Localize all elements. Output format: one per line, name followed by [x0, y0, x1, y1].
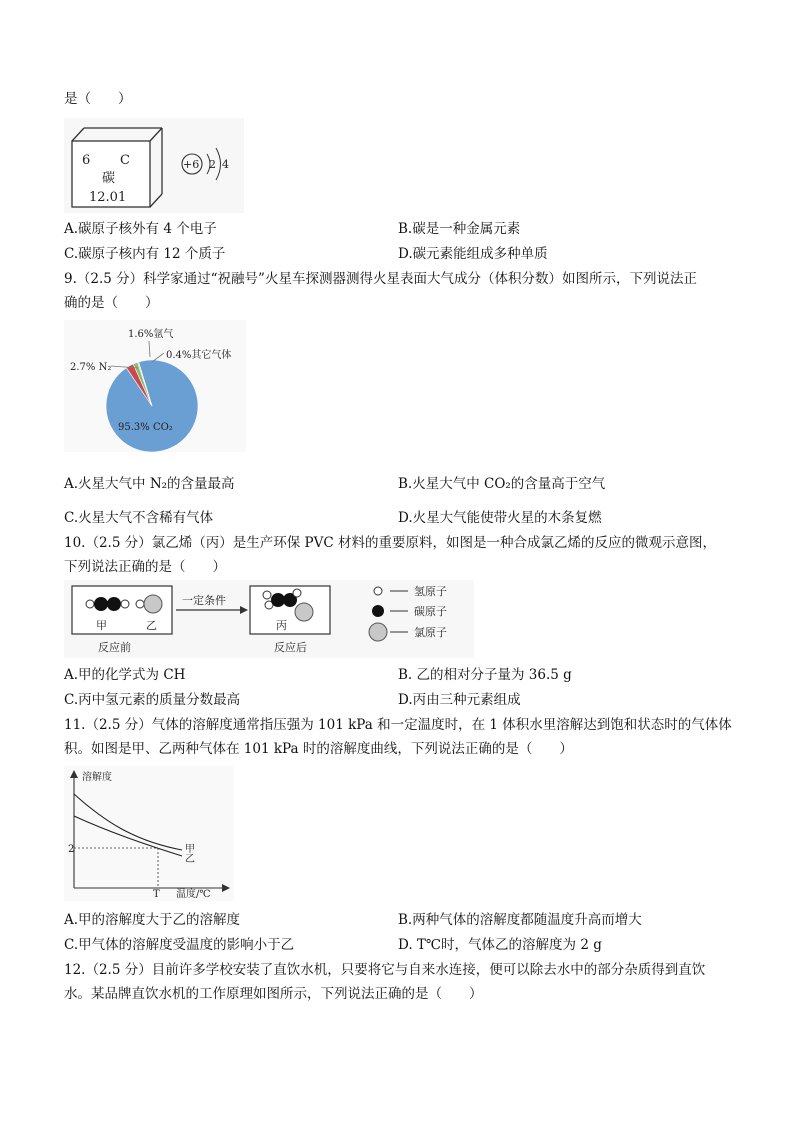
x-tick-t: T: [153, 889, 160, 900]
label-before: 反应前: [98, 641, 131, 654]
q12-stem-line2: 水。某品牌直饮水机的工作原理如图所示，下列说法正确的是（ ）: [64, 986, 483, 1002]
element-mass: 12.01: [89, 190, 127, 205]
q10-stem-line2: 下列说法正确的是（ ）: [64, 559, 226, 575]
q9-option-a[interactable]: A.火星大气中 N₂的含量最高: [64, 476, 235, 492]
q9-stem-line2: 确的是（ ）: [64, 295, 159, 311]
legend-chlorine-icon: [369, 623, 387, 641]
legend-carbon: 碳原子: [414, 605, 447, 618]
q9-option-b[interactable]: B.火星大气中 CO₂的含量高于空气: [398, 476, 606, 492]
curve-label-jia: 甲: [185, 844, 195, 855]
q11-option-b[interactable]: B.两种气体的溶解度都随温度升高而增大: [398, 912, 642, 928]
y-axis-label: 溶解度: [82, 772, 112, 783]
q11-figure: [64, 766, 234, 905]
label-condition: 一定条件: [182, 594, 226, 607]
q9-stem-line1: 9.（2.5 分）科学家通过“祝融号”火星车探测器测得火星表面大气成分（体积分数）如图所示，下列说法正: [64, 271, 697, 287]
q9-option-c[interactable]: C.火星大气不含稀有气体: [64, 510, 214, 526]
q10-option-b[interactable]: B. 乙的相对分子量为 36.5 g: [398, 667, 572, 683]
element-symbol: C: [120, 153, 130, 168]
legend-chlorine: 氯原子: [414, 626, 447, 639]
pie-slices: [106, 360, 198, 452]
label-jia: 甲: [96, 619, 107, 632]
q11-option-c[interactable]: C.甲气体的溶解度受温度的影响小于乙: [64, 937, 295, 953]
element-number: 6: [82, 153, 91, 168]
q12-stem-line1: 12.（2.5 分）目前许多学校安装了直饮水机，只要将它与自来水连接，便可以除去水中的部分杂质得到直饮: [64, 962, 706, 978]
q8-option-b[interactable]: B.碳是一种金属元素: [398, 221, 521, 237]
legend-carbon-icon: [372, 605, 384, 617]
q8-option-a[interactable]: A.碳原子核外有 4 个电子: [64, 221, 217, 237]
x-axis-label: 温度/℃: [176, 889, 211, 900]
q11-option-a[interactable]: A.甲的溶解度大于乙的溶解度: [64, 912, 241, 928]
q10-stem-line1: 10.（2.5 分）氯乙烯（丙）是生产环保 PVC 材料的重要原料，如图是一种合成氯乙烯的反应的微观示意图，: [64, 535, 716, 551]
solubility-curve-graph: [64, 766, 234, 901]
reaction-diagram: [64, 580, 474, 658]
pie-label-argon: 1.6%氩气: [128, 329, 174, 340]
q10-option-d[interactable]: D.丙由三种元素组成: [398, 692, 521, 708]
q8-figure: [64, 118, 244, 217]
q8-option-d[interactable]: D.碳元素能组成多种单质: [398, 246, 548, 262]
label-bing: 丙: [276, 619, 287, 632]
label-yi: 乙: [146, 619, 157, 632]
nucleus-charge: +6: [183, 158, 200, 171]
q10-option-a[interactable]: A.甲的化学式为 CH: [64, 667, 186, 683]
q11-option-d[interactable]: D. T℃时，气体乙的溶解度为 2 g: [398, 937, 602, 953]
pie-label-other: 0.4%其它气体: [166, 350, 232, 361]
y-tick-2: 2: [68, 844, 75, 855]
q9-option-d[interactable]: D.火星大气能使带火星的木条复燃: [398, 510, 602, 526]
pie-label-n2: 2.7% N₂: [70, 362, 112, 373]
q8-stem-tail: 是（ ）: [64, 91, 132, 107]
label-after: 反应后: [274, 641, 307, 654]
legend-hydrogen: 氢原子: [414, 585, 447, 598]
q11-stem-line2: 积。如图是甲、乙两种气体在 101 kPa 时的溶解度曲线，下列说法正确的是（ ）: [64, 741, 573, 757]
carbon-element-figure: [64, 118, 244, 213]
q10-figure: [64, 580, 474, 662]
shell-2-count: 4: [222, 158, 229, 171]
q10-option-c[interactable]: C.丙中氢元素的质量分数最高: [64, 692, 241, 708]
atmosphere-pie-chart: [64, 320, 246, 452]
element-name: 碳: [102, 171, 116, 186]
q11-stem-line1: 11.（2.5 分）气体的溶解度通常指压强为 101 kPa 和一定温度时，在 1 体积水里溶解达到饱和状态时的气体体: [64, 717, 732, 733]
q9-figure: [64, 320, 246, 456]
legend-hydrogen-icon: [374, 587, 382, 595]
curve-label-yi: 乙: [185, 854, 195, 865]
shell-1-count: 2: [209, 158, 216, 171]
q8-option-c[interactable]: C.碳原子核内有 12 个质子: [64, 246, 226, 262]
pie-label-co2: 95.3% CO₂: [118, 422, 173, 433]
